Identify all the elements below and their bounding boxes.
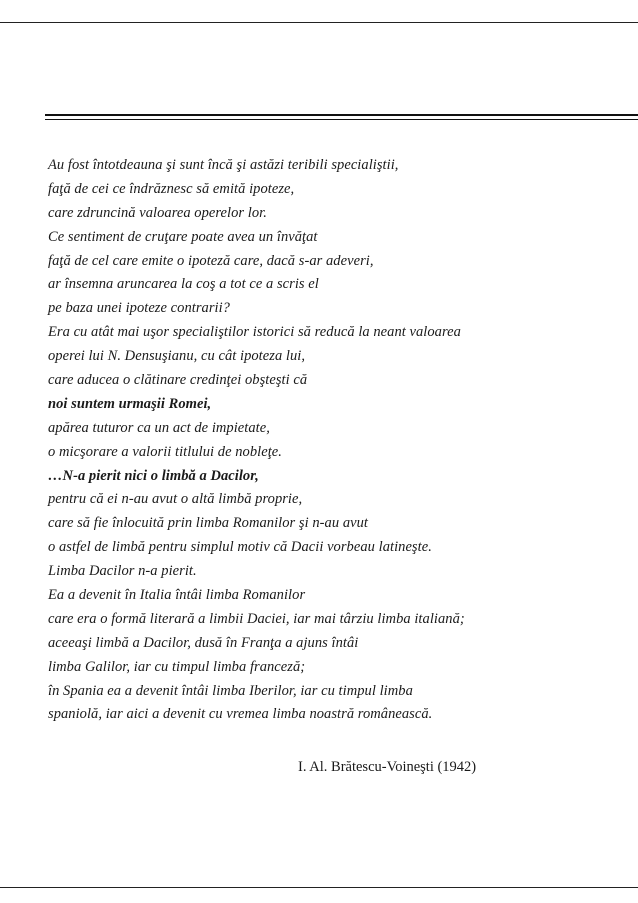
poem-line: o micşorare a valorii titlului de nobleţe. [48,443,282,460]
top-page-rule [0,22,638,23]
poem-line: care aducea o clătinare credinţei obşteşti că [48,372,308,389]
poem-line: pe baza unei ipoteze contrarii? [48,300,230,317]
poem-line: apărea tuturor ca un act de impietate, [48,419,270,436]
quoted-poem [48,154,628,727]
poem-line: Ce sentiment de cruţare poate avea un învăţat [48,228,318,245]
poem-line: Limba Dacilor n-a pierit. [48,563,197,580]
poem-line: faţă de cel care emite o ipoteză care, dacă s-ar adeveri, [48,252,374,269]
poem-line: care zdruncină valoarea operelor lor. [48,204,267,221]
poem-line: ar însemna aruncarea la coş a tot ce a scris el [48,276,319,293]
header-rule-thick [45,114,638,116]
author-signature: I. Al. Brătescu-Voineşti (1942) [298,759,477,775]
poem-line: …N-a pierit nici o limbă a Dacilor, [48,467,259,484]
header-rule-thin [45,119,638,120]
poem-line: faţă de cei ce îndrăznesc să emită ipoteze, [48,180,295,197]
poem-line: aceeaşi limbă a Dacilor, dusă în Franţa a ajuns întâi [48,634,359,651]
poem-line: Ea a devenit în Italia întâi limba Romanilor [48,587,306,604]
poem-line: în Spania ea a devenit întâi limba Iberilor, iar cu timpul limba [48,682,413,699]
poem-line: spaniolă, iar aici a devenit cu vremea limba noastră românească. [48,706,433,723]
bottom-page-rule [0,887,638,888]
poem-line: noi suntem urmaşii Romei, [48,395,212,412]
poem-line: care să fie înlocuită prin limba Romanilor şi n-au avut [48,515,368,532]
poem-line: limba Galilor, iar cu timpul limba franceză; [48,658,306,675]
poem-line: o astfel de limbă pentru simplul motiv că Dacii vorbeau latineşte. [48,539,432,556]
poem-line: operei lui N. Densuşianu, cu cât ipoteza lui, [48,348,306,365]
poem-line: Au fost întotdeauna şi sunt încă şi astăzi teribili specialiştii, [48,157,399,173]
poem-line: pentru că ei n-au avut o altă limbă proprie, [48,491,303,508]
poem-line: care era o formă literară a limbii Daciei, iar mai târziu limba italiană; [48,610,465,627]
poem-line: Era cu atât mai uşor specialiştilor istorici să reducă la neant valoarea [48,324,461,341]
